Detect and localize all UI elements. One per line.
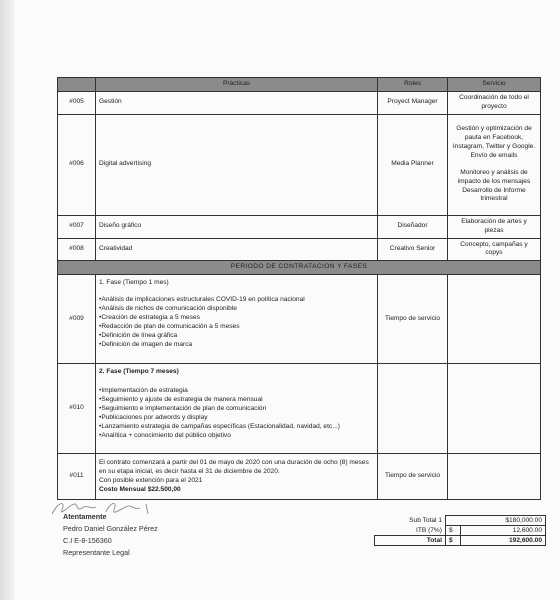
row-practice: Creatividad: [96, 238, 378, 261]
section-title: PERIODO DE CONTRATACION Y FASES: [58, 261, 541, 275]
row-practice: Gestión: [96, 92, 378, 115]
row-service: Concepto, campañas y copys: [448, 238, 541, 261]
row-practice: Digital advertising: [96, 114, 378, 215]
total-row: [375, 536, 546, 546]
totals-table: [374, 515, 546, 546]
header-practicas: Prácticas: [96, 78, 378, 92]
list-item: • Definición de imagen de marca: [99, 341, 374, 350]
contract-text: El contrato comenzará a partir del 01 de mayo de 2020 con una duración de ocho (8) meses en su etapa inicial, es decir hasta el 31 de diciembre de 2020.: [99, 458, 369, 475]
header-roles: Roles: [378, 78, 448, 92]
row-role: Proyect Manager: [378, 92, 448, 115]
table-row: [58, 454, 541, 500]
row-code: #011: [58, 454, 96, 500]
list-item: • Lanzamiento estrategia de campañas específicas (Estacionalidad, navidad, etc...): [99, 423, 374, 432]
row-service: Coordinación de todo el proyecto: [448, 92, 541, 115]
row-code: #005: [58, 92, 96, 115]
row-service: [448, 454, 541, 500]
scan-edge-shadow: [0, 0, 14, 600]
table-row: [58, 92, 541, 115]
total-currency: $: [446, 536, 461, 546]
itb-row: [375, 526, 546, 536]
row-role: Tiempo de servicio: [378, 275, 448, 364]
list-item: • Analítica + conocimiento del público objetivo: [99, 432, 374, 441]
row-service: [448, 275, 541, 364]
signer-id: C.I E-8-156360: [63, 536, 112, 545]
service-text: Monitoreo y análisis de impacto de los mensajes Desarrollo de Informe trimestral: [457, 168, 531, 203]
row-service: [448, 114, 541, 215]
header-code-cell: [58, 78, 96, 92]
phase-title: 1. Fase (Tiempo 1 mes): [99, 279, 169, 287]
table-row: [58, 275, 541, 364]
phase-list: [99, 387, 374, 440]
table-row: [58, 238, 541, 261]
closing: Atentamente: [63, 512, 107, 521]
total-value: 192,600.00: [461, 536, 546, 546]
monthly-cost: Costo Mensual $22.500,00: [99, 485, 181, 493]
row-service: [448, 364, 541, 454]
phase-title: 2. Fase (Tiempo 7 meses): [99, 368, 179, 376]
phase-list: [99, 296, 374, 349]
list-item: • Análisis de implicaciones estructurales COVID-19 en política nacional: [99, 296, 374, 305]
table-row: [58, 215, 541, 238]
total-label: Total: [375, 536, 446, 546]
section-header-row: [58, 261, 541, 275]
itb-currency: $: [446, 526, 461, 536]
row-role: Creativo Senior: [378, 238, 448, 261]
row-code: #006: [58, 114, 96, 215]
row-role: [378, 364, 448, 454]
contract-text: Con posible extención para el 2021: [99, 476, 203, 484]
subtotal-label: Sub Total 1: [409, 517, 442, 524]
list-item: • Implementación de estrategia: [99, 387, 374, 396]
signer-name: Pedro Daniel González Pérez: [63, 524, 158, 533]
list-item: • Publicaciones por adwords y display: [99, 414, 374, 423]
row-practice: Diseño gráfico: [96, 215, 378, 238]
header-servicio: Servicio: [448, 78, 541, 92]
row-role: Diseñador: [378, 215, 448, 238]
signer-title: Representante Legal: [63, 548, 130, 557]
itb-value: 12,600.00: [461, 526, 546, 536]
table-row: [58, 364, 541, 454]
phase-cell: [96, 454, 378, 500]
list-item: • Seguimiento y ajuste de estrategia de manera mensual: [99, 396, 374, 405]
list-item: • Redacción de plan de comunicación a 5 meses: [99, 323, 374, 332]
list-item: • Análisis de nichos de comunicación disponible: [99, 305, 374, 314]
row-service: Elaboración de artes y piezas: [448, 215, 541, 238]
subtotal-value: $180,000.00: [446, 516, 546, 526]
list-item: • Creación de estrategia a 5 meses: [99, 314, 374, 323]
table-header-row: [58, 78, 541, 92]
phase-cell: [96, 275, 378, 364]
row-code: #007: [58, 215, 96, 238]
row-code: #010: [58, 364, 96, 454]
row-role: Media Planner: [378, 114, 448, 215]
list-item: • Definición de línea gráfica: [99, 332, 374, 341]
subtotal-row: [375, 516, 546, 526]
list-item: • Seguimiento e implementación de plan de comunicación: [99, 405, 374, 414]
table-row: [58, 114, 541, 215]
services-table: [57, 77, 541, 500]
row-code: #008: [58, 238, 96, 261]
phase-cell: [96, 364, 378, 454]
signature-block: [63, 511, 158, 559]
service-text: Gestión y optimización de pauta en Facebook, Instagram, Twitter y Google. Envío de emails: [452, 125, 536, 159]
itb-label: ITB (7%): [415, 526, 442, 534]
row-code: #009: [58, 275, 96, 364]
row-role: Tiempo de servicio: [378, 454, 448, 500]
